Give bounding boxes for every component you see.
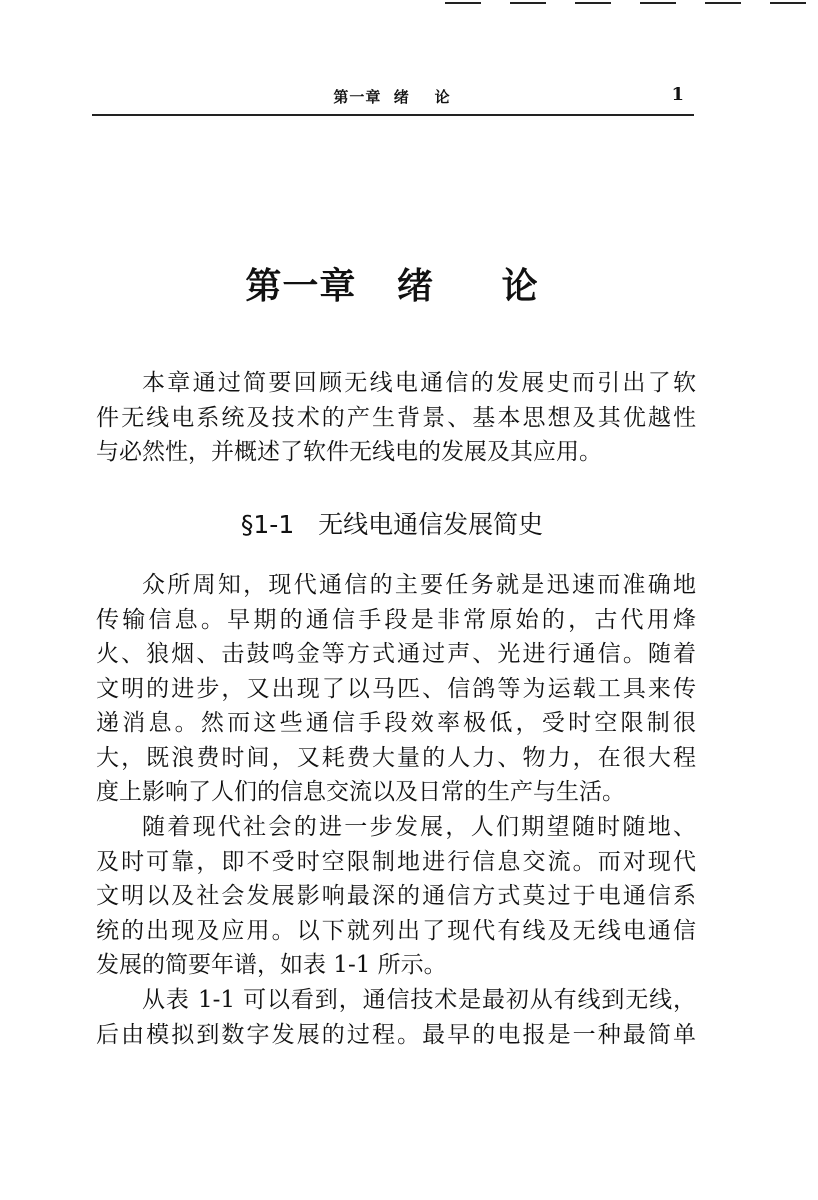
text-line: 发展的简要年谱，如表 1-1 所示。	[96, 952, 447, 978]
text-line: 度上影响了人们的信息交流以及日常的生产与生活。	[96, 779, 625, 805]
text-line: 递消息。然而这些通信手段效率极低，受时空限制很	[96, 710, 696, 736]
text-line: 统的出现及应用。以下就列出了现代有线及无线电通信	[96, 917, 696, 944]
text-line: 从表 1-1 可以看到，通信技术是最初从有线到无线，	[142, 987, 696, 1013]
text-line: 与必然性，并概述了软件无线电的发展及其应用。	[96, 439, 602, 465]
text-line: 及时可靠，即不受时空限制地进行信息交流。而对现代	[96, 848, 696, 875]
text-line: 火、狼烟、击鼓鸣金等方式通过声、光进行通信。随着	[96, 641, 696, 667]
page-number: 1	[671, 84, 684, 105]
section-title: §1-1 无线电通信发展简史	[240, 510, 544, 539]
text-line: 众所周知，现代通信的主要任务就是迅速而准确地	[142, 572, 696, 598]
text-line: 文明的进步，又出现了以马匹、信鸽等为运载工具来传	[96, 675, 696, 702]
top-edge-marks	[420, 0, 818, 8]
paragraph-3	[96, 983, 696, 1052]
text-line: 文明以及社会发展影响最深的通信方式莫过于电通信系	[96, 883, 696, 909]
text-line: 本章通过简要回顾无线电通信的发展史而引出了软	[142, 370, 696, 396]
header-rule	[92, 114, 694, 116]
running-head	[92, 86, 692, 110]
chapter-title: 第一章 绪 论	[245, 265, 539, 307]
intro-paragraph	[96, 366, 696, 470]
text-line: 随着现代社会的进一步发展，人们期望随时随地、	[142, 814, 696, 840]
text-line: 后由模拟到数字发展的过程。最早的电报是一种最简单	[96, 1021, 696, 1048]
text-line: 传输信息。早期的通信手段是非常原始的，古代用烽	[96, 606, 696, 633]
running-title: 第一章 绪 论	[333, 88, 451, 106]
paragraph-2	[96, 810, 696, 983]
paragraph-1	[96, 568, 696, 810]
text-line: 大，既浪费时间，又耗费大量的人力、物力，在很大程	[96, 744, 696, 771]
text-line: 件无线电系统及技术的产生背景、基本思想及其优越性	[96, 404, 696, 431]
